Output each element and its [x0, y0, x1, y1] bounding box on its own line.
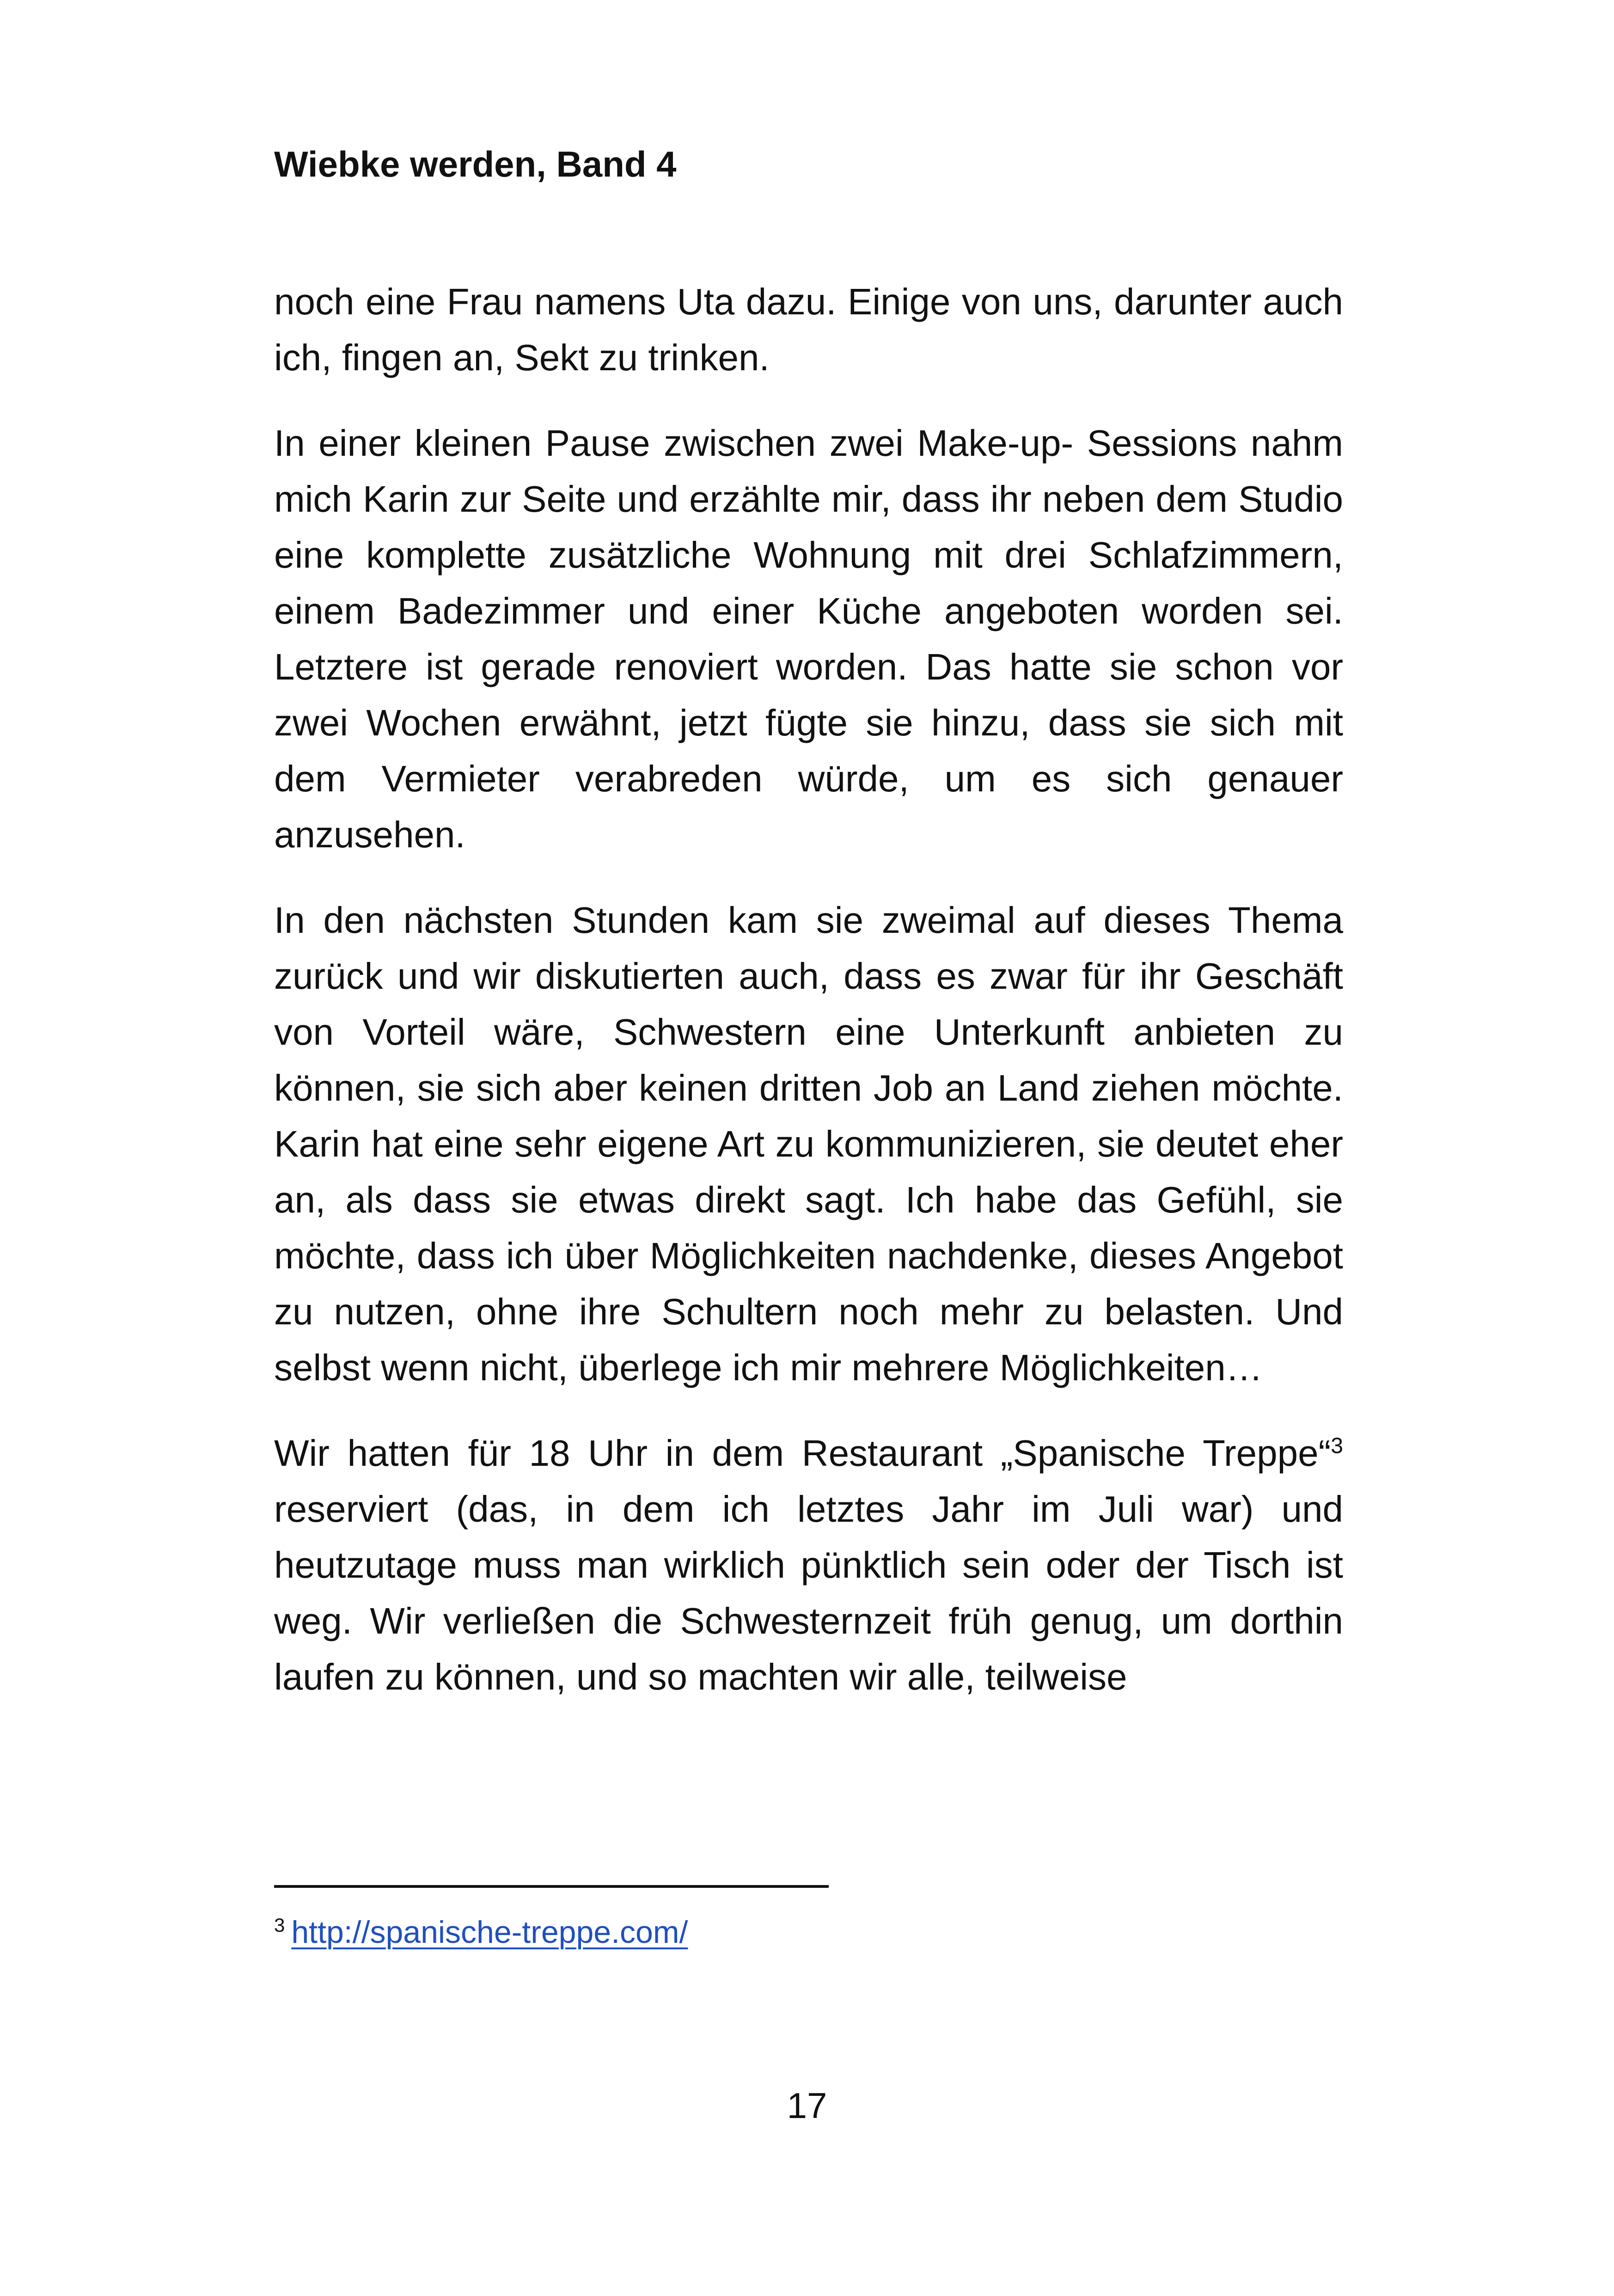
paragraph-1: noch eine Frau namens Uta dazu. Einige von uns, darunter auch ich, fingen an, Sekt zu trinken. [274, 281, 1343, 378]
page-number: 17 [787, 2085, 827, 2126]
footnote-separator [274, 1885, 829, 1888]
paragraph-4-text-before-ref: Wir hatten für 18 Uhr in dem Restaurant „Spanische Treppe“ [274, 1433, 1331, 1474]
footnote-number: 3 [274, 1914, 285, 1936]
paragraph-4 [274, 1425, 1343, 1705]
footnote [274, 1909, 688, 1955]
footnote-reference[interactable]: 3 [1331, 1433, 1343, 1458]
paragraph-3: In den nächsten Stunden kam sie zweimal auf dieses Thema zurück und wir diskutierten auch, dass es zwar für ihr Geschäft von Vorteil wäre, Schwestern eine Unterkunft anbieten zu können, sie sich aber keinen dritten Job an Land ziehen möchte. Karin hat eine sehr eigene Art zu kommunizieren, sie deutet eher an, als dass sie etwas direkt sagt. Ich habe das Gefühl, sie möchte, dass ich über Möglichkeiten nachdenke, dieses Angebot zu nutzen, ohne ihre Schultern noch mehr zu belasten. Und selbst wenn nicht, überlege ich mir mehrere Möglichkeiten… [274, 900, 1343, 1388]
running-header: Wiebke werden, Band 4 [274, 144, 677, 184]
body-text [274, 274, 1343, 1705]
footnote-link[interactable]: http://spanische-treppe.com/ [291, 1915, 688, 1950]
paragraph-4-text-after-ref: reserviert (das, in dem ich letztes Jahr im Juli war) und heutzutage muss man wirklich pünktlich sein oder der Tisch ist weg. Wir verließen die Schwesternzeit früh genug, um dorthin laufen zu können, und so machten wir alle, teilweise [274, 1488, 1343, 1697]
paragraph-2: In einer kleinen Pause zwischen zwei Make-up- Sessions nahm mich Karin zur Seite und erzählte mir, dass ihr neben dem Studio eine komplette zusätzliche Wohnung mit drei Schlafzimmern, einem Badezimmer und einer Küche angeboten worden sei. Letztere ist gerade renoviert worden. Das hatte sie schon vor zwei Wochen erwähnt, jetzt fügte sie hinzu, dass sie sich mit dem Vermieter verabreden würde, um es sich genauer anzusehen. [274, 422, 1343, 855]
